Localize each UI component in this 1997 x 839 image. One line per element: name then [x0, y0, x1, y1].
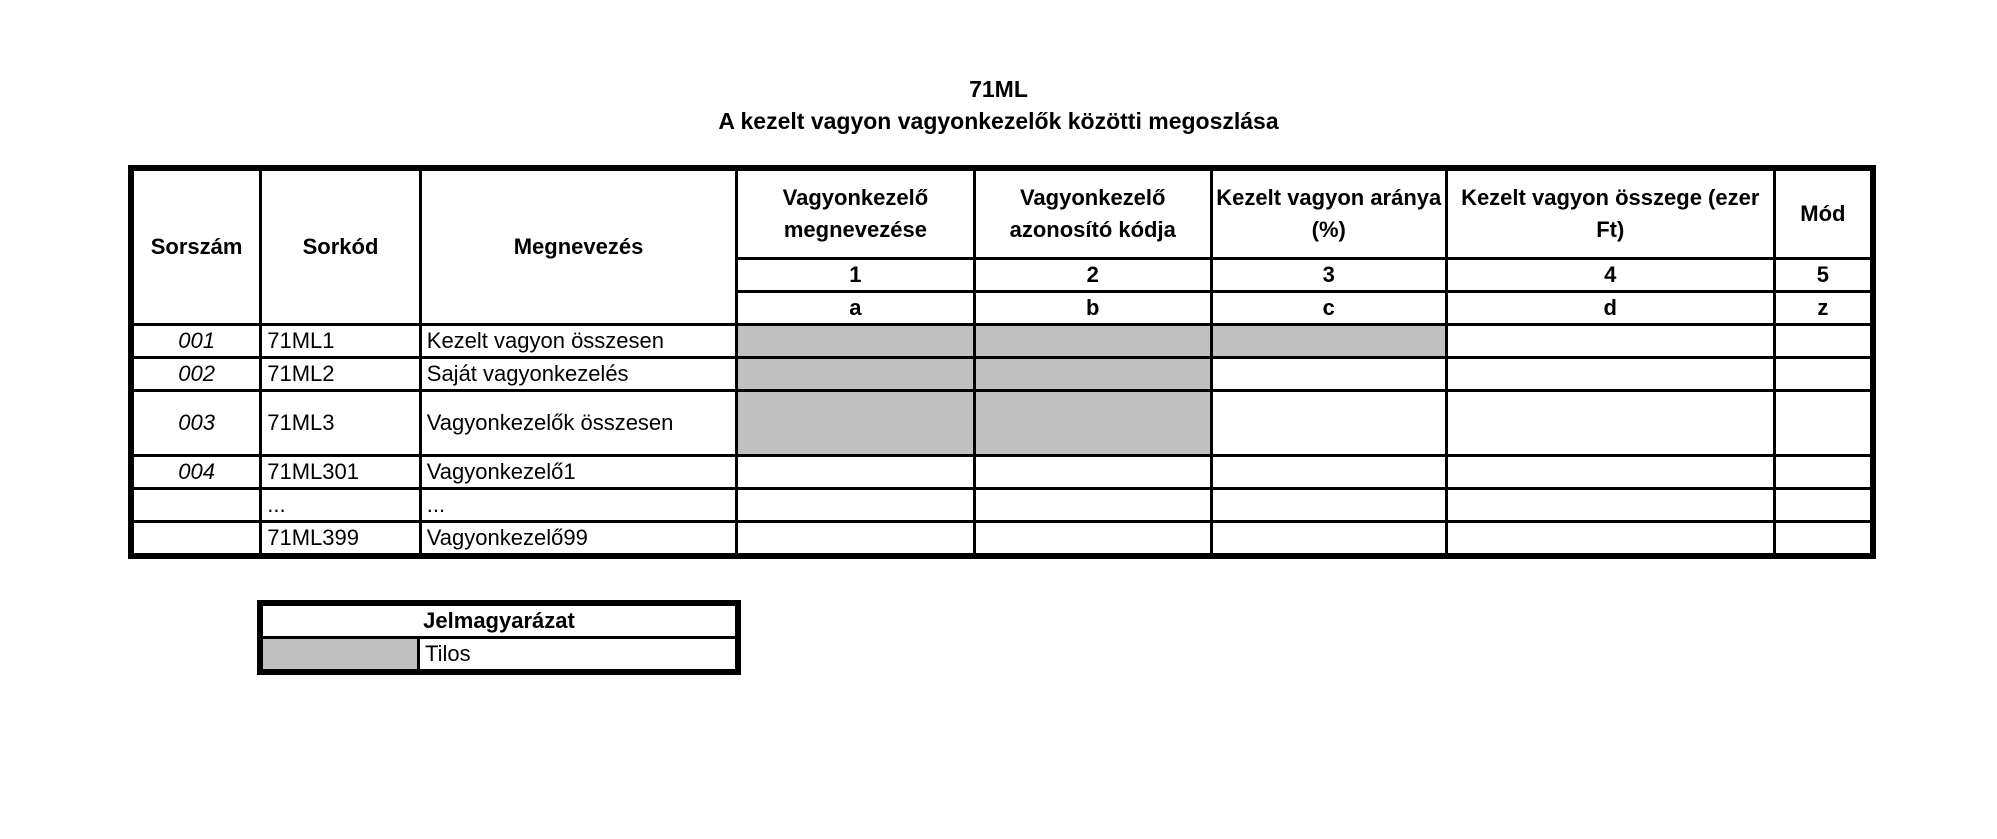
- row-megnevezes: Vagyonkezelő99: [420, 522, 737, 557]
- row-megnevezes: ...: [420, 489, 737, 522]
- input-cell[interactable]: [737, 522, 974, 557]
- row-megnevezes: Vagyonkezelők összesen: [420, 391, 737, 456]
- col-letter-c: c: [1211, 292, 1446, 325]
- row-megnevezes: Saját vagyonkezelés: [420, 358, 737, 391]
- col-number-2: 2: [974, 259, 1211, 292]
- table-row: [131, 325, 1873, 358]
- input-cell[interactable]: [1774, 325, 1873, 358]
- data-table: [128, 165, 1876, 559]
- input-cell[interactable]: [737, 489, 974, 522]
- row-sorszam: [131, 489, 261, 522]
- input-cell[interactable]: [974, 489, 1211, 522]
- input-cell[interactable]: [974, 456, 1211, 489]
- row-sorszam: 003: [131, 391, 261, 456]
- input-cell[interactable]: [1211, 456, 1446, 489]
- row-megnevezes: Kezelt vagyon összesen: [420, 325, 737, 358]
- forbidden-cell: [974, 391, 1211, 456]
- input-cell[interactable]: [1211, 489, 1446, 522]
- forbidden-cell: [974, 325, 1211, 358]
- row-sorkod: 71ML301: [261, 456, 421, 489]
- row-megnevezes: Vagyonkezelő1: [420, 456, 737, 489]
- col-number-5: 5: [1774, 259, 1873, 292]
- form-code: 71ML: [969, 76, 1028, 102]
- table-row: [131, 358, 1873, 391]
- row-sorszam: 004: [131, 456, 261, 489]
- col-header-c3: Kezelt vagyon aránya (%): [1211, 168, 1446, 259]
- table-row: [131, 522, 1873, 557]
- legend-label: Tilos: [419, 638, 739, 673]
- forbidden-cell: [737, 358, 974, 391]
- col-header-c1: Vagyonkezelő megnevezése: [737, 168, 974, 259]
- col-header-c4: Kezelt vagyon összege (ezer Ft): [1446, 168, 1774, 259]
- input-cell[interactable]: [974, 522, 1211, 557]
- table-row: [131, 391, 1873, 456]
- input-cell[interactable]: [1774, 489, 1873, 522]
- input-cell[interactable]: [1446, 391, 1774, 456]
- forbidden-cell: [974, 358, 1211, 391]
- forbidden-cell: [737, 391, 974, 456]
- input-cell[interactable]: [1446, 325, 1774, 358]
- input-cell[interactable]: [1774, 522, 1873, 557]
- col-number-1: 1: [737, 259, 974, 292]
- input-cell[interactable]: [1446, 456, 1774, 489]
- input-cell[interactable]: [1446, 522, 1774, 557]
- col-letter-d: d: [1446, 292, 1774, 325]
- input-cell[interactable]: [1774, 456, 1873, 489]
- col-number-4: 4: [1446, 259, 1774, 292]
- col-letter-b: b: [974, 292, 1211, 325]
- col-header-sorkod: Sorkód: [261, 168, 421, 325]
- row-sorszam: 002: [131, 358, 261, 391]
- input-cell[interactable]: [1211, 522, 1446, 557]
- input-cell[interactable]: [1211, 358, 1446, 391]
- col-header-sorszam: Sorszám: [131, 168, 261, 325]
- input-cell[interactable]: [1211, 391, 1446, 456]
- legend-title: Jelmagyarázat: [260, 603, 738, 638]
- row-sorszam: 001: [131, 325, 261, 358]
- row-sorkod: 71ML1: [261, 325, 421, 358]
- row-sorkod: ...: [261, 489, 421, 522]
- input-cell[interactable]: [1774, 391, 1873, 456]
- row-sorkod: 71ML3: [261, 391, 421, 456]
- legend-swatch: [260, 638, 419, 673]
- legend: [257, 600, 741, 675]
- table-row: [131, 489, 1873, 522]
- col-header-c5: Mód: [1774, 168, 1873, 259]
- col-header-c2: Vagyonkezelő azonosító kódja: [974, 168, 1211, 259]
- row-sorkod: 71ML2: [261, 358, 421, 391]
- row-sorkod: 71ML399: [261, 522, 421, 557]
- input-cell[interactable]: [737, 456, 974, 489]
- forbidden-cell: [1211, 325, 1446, 358]
- input-cell[interactable]: [1446, 489, 1774, 522]
- forbidden-cell: [737, 325, 974, 358]
- col-number-3: 3: [1211, 259, 1446, 292]
- col-letter-a: a: [737, 292, 974, 325]
- table-row: [131, 456, 1873, 489]
- input-cell[interactable]: [1774, 358, 1873, 391]
- col-header-megnevezes: Megnevezés: [420, 168, 737, 325]
- col-letter-z: z: [1774, 292, 1873, 325]
- row-sorszam: [131, 522, 261, 557]
- form-title: A kezelt vagyon vagyonkezelők közötti megoszlása: [718, 108, 1279, 134]
- input-cell[interactable]: [1446, 358, 1774, 391]
